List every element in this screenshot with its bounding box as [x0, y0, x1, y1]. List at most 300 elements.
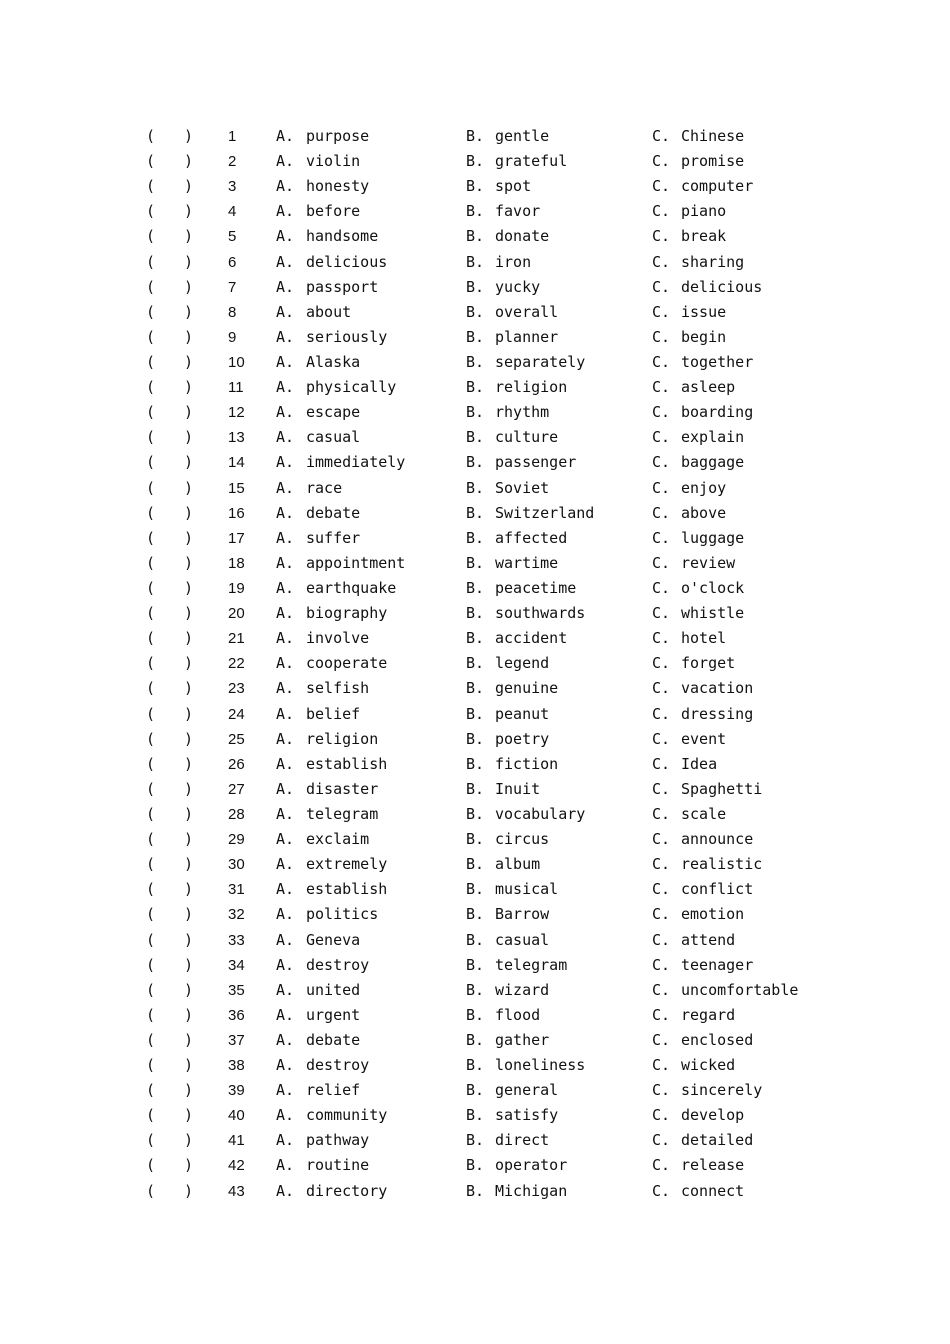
question-row [0, 174, 950, 199]
option-b-label: B. [466, 604, 485, 623]
answer-blank-open: ( [146, 503, 156, 522]
option-a-label: A. [276, 880, 295, 899]
option-b-word: circus [495, 830, 550, 849]
option-a-label: A. [276, 478, 295, 497]
option-c-label: C. [652, 930, 671, 949]
option-a-word: delicious [306, 252, 388, 271]
option-c-label: C. [652, 453, 671, 472]
question-row [0, 953, 950, 978]
answer-blank-open: ( [146, 754, 156, 773]
option-a-label: A. [276, 503, 295, 522]
question-number: 26 [228, 755, 245, 773]
answer-blank-close: ) [184, 327, 194, 346]
option-a-label: A. [276, 930, 295, 949]
answer-blank-close: ) [184, 1056, 194, 1075]
answer-blank-close: ) [184, 855, 194, 874]
option-a-word: debate [306, 1030, 361, 1049]
answer-blank-close: ) [184, 553, 194, 572]
answer-blank-open: ( [146, 453, 156, 472]
option-a-label: A. [276, 1056, 295, 1075]
option-c-word: dressing [681, 704, 754, 723]
option-b-word: vocabulary [495, 804, 586, 823]
question-row [0, 651, 950, 676]
answer-blank-close: ) [184, 1106, 194, 1125]
option-c-word: promise [681, 152, 745, 171]
question-number: 20 [228, 605, 245, 623]
option-c-word: forget [681, 654, 736, 673]
option-a-word: violin [306, 152, 361, 171]
question-row [0, 1003, 950, 1028]
question-number: 22 [228, 655, 245, 673]
answer-blank-open: ( [146, 352, 156, 371]
option-a-word: destroy [306, 1056, 370, 1075]
option-a-word: handsome [306, 227, 379, 246]
option-c-label: C. [652, 905, 671, 924]
option-b-label: B. [466, 1081, 485, 1100]
option-b-word: Barrow [495, 905, 550, 924]
option-a-label: A. [276, 804, 295, 823]
answer-blank-close: ) [184, 177, 194, 196]
option-a-label: A. [276, 403, 295, 422]
option-b-word: overall [495, 302, 559, 321]
option-c-word: piano [681, 202, 727, 221]
answer-blank-open: ( [146, 1081, 156, 1100]
option-a-word: directory [306, 1181, 388, 1200]
answer-blank-open: ( [146, 1030, 156, 1049]
option-b-word: grateful [495, 152, 568, 171]
answer-blank-open: ( [146, 855, 156, 874]
option-a-label: A. [276, 980, 295, 999]
question-row [0, 626, 950, 651]
option-a-label: A. [276, 528, 295, 547]
option-c-label: C. [652, 202, 671, 221]
option-b-word: spot [495, 177, 532, 196]
option-b-label: B. [466, 453, 485, 472]
answer-blank-open: ( [146, 403, 156, 422]
question-row [0, 802, 950, 827]
question-row [0, 275, 950, 300]
answer-blank-close: ) [184, 1181, 194, 1200]
question-row [0, 727, 950, 752]
question-row [0, 852, 950, 877]
option-b-word: Michigan [495, 1181, 568, 1200]
answer-blank-close: ) [184, 127, 194, 145]
option-a-label: A. [276, 177, 295, 196]
answer-blank-open: ( [146, 327, 156, 346]
option-b-label: B. [466, 629, 485, 648]
option-a-label: A. [276, 629, 295, 648]
question-number: 19 [228, 579, 245, 597]
answer-blank-close: ) [184, 1030, 194, 1049]
question-number: 36 [228, 1006, 245, 1024]
option-c-word: computer [681, 177, 754, 196]
option-a-word: race [306, 478, 343, 497]
option-c-word: develop [681, 1106, 745, 1125]
question-row [0, 375, 950, 400]
answer-blank-close: ) [184, 779, 194, 798]
option-b-label: B. [466, 1005, 485, 1024]
option-b-label: B. [466, 1156, 485, 1175]
option-b-word: donate [495, 227, 550, 246]
option-c-label: C. [652, 127, 671, 145]
answer-blank-open: ( [146, 804, 156, 823]
answer-blank-close: ) [184, 1131, 194, 1150]
question-row [0, 224, 950, 249]
question-number: 4 [228, 203, 237, 221]
question-row [0, 1078, 950, 1103]
answer-blank-open: ( [146, 604, 156, 623]
option-a-word: selfish [306, 679, 370, 698]
option-a-word: exclaim [306, 830, 370, 849]
question-row [0, 702, 950, 727]
answer-blank-open: ( [146, 1005, 156, 1024]
answer-blank-close: ) [184, 955, 194, 974]
option-c-word: o'clock [681, 578, 745, 597]
option-c-label: C. [652, 277, 671, 296]
option-b-word: Switzerland [495, 503, 595, 522]
option-b-label: B. [466, 679, 485, 698]
option-c-word: scale [681, 804, 727, 823]
option-b-label: B. [466, 855, 485, 874]
option-c-word: together [681, 352, 754, 371]
option-a-word: biography [306, 604, 388, 623]
option-b-label: B. [466, 830, 485, 849]
option-b-label: B. [466, 955, 485, 974]
answer-blank-close: ) [184, 905, 194, 924]
answer-blank-close: ) [184, 830, 194, 849]
answer-blank-open: ( [146, 1106, 156, 1125]
option-c-word: release [681, 1156, 745, 1175]
answer-blank-close: ) [184, 1156, 194, 1175]
option-c-label: C. [652, 804, 671, 823]
answer-blank-open: ( [146, 428, 156, 447]
option-b-word: culture [495, 428, 559, 447]
option-b-word: iron [495, 252, 532, 271]
answer-blank-close: ) [184, 880, 194, 899]
option-b-word: gentle [495, 127, 550, 145]
option-b-word: telegram [495, 955, 568, 974]
answer-blank-close: ) [184, 302, 194, 321]
option-a-label: A. [276, 428, 295, 447]
option-a-label: A. [276, 127, 295, 145]
option-c-word: issue [681, 302, 727, 321]
question-number: 43 [228, 1182, 245, 1200]
answer-blank-open: ( [146, 679, 156, 698]
question-row [0, 425, 950, 450]
option-a-label: A. [276, 1005, 295, 1024]
option-a-label: A. [276, 302, 295, 321]
option-a-label: A. [276, 855, 295, 874]
option-b-word: planner [495, 327, 559, 346]
option-a-word: relief [306, 1081, 361, 1100]
option-b-label: B. [466, 378, 485, 397]
option-b-label: B. [466, 880, 485, 899]
option-a-word: involve [306, 629, 370, 648]
question-row [0, 752, 950, 777]
question-row [0, 450, 950, 475]
option-a-label: A. [276, 754, 295, 773]
option-b-label: B. [466, 428, 485, 447]
question-number: 8 [228, 303, 237, 321]
option-b-label: B. [466, 528, 485, 547]
option-b-word: gather [495, 1030, 550, 1049]
option-a-word: honesty [306, 177, 370, 196]
option-c-label: C. [652, 352, 671, 371]
option-c-label: C. [652, 1131, 671, 1150]
answer-blank-close: ) [184, 604, 194, 623]
question-number: 3 [228, 178, 237, 196]
question-number: 42 [228, 1157, 245, 1175]
option-b-label: B. [466, 704, 485, 723]
answer-blank-open: ( [146, 252, 156, 271]
option-b-word: affected [495, 528, 568, 547]
option-a-word: debate [306, 503, 361, 522]
option-b-word: direct [495, 1131, 550, 1150]
answer-blank-open: ( [146, 930, 156, 949]
answer-blank-close: ) [184, 252, 194, 271]
question-number: 5 [228, 228, 237, 246]
question-number: 12 [228, 404, 245, 422]
answer-blank-open: ( [146, 302, 156, 321]
question-row [0, 350, 950, 375]
option-c-label: C. [652, 729, 671, 748]
option-a-word: appointment [306, 553, 406, 572]
answer-blank-open: ( [146, 127, 156, 145]
option-b-label: B. [466, 403, 485, 422]
answer-blank-close: ) [184, 704, 194, 723]
question-row [0, 476, 950, 501]
option-a-label: A. [276, 578, 295, 597]
option-c-label: C. [652, 1181, 671, 1200]
answer-blank-close: ) [184, 503, 194, 522]
option-a-label: A. [276, 202, 295, 221]
option-a-word: extremely [306, 855, 388, 874]
question-row [0, 1153, 950, 1178]
answer-blank-close: ) [184, 152, 194, 171]
answer-blank-open: ( [146, 704, 156, 723]
question-row [0, 149, 950, 174]
question-row [0, 928, 950, 953]
question-number: 25 [228, 730, 245, 748]
question-row [0, 1128, 950, 1153]
question-number: 9 [228, 328, 237, 346]
question-number: 29 [228, 831, 245, 849]
option-b-label: B. [466, 980, 485, 999]
answer-blank-open: ( [146, 1181, 156, 1200]
option-b-label: B. [466, 779, 485, 798]
option-b-label: B. [466, 152, 485, 171]
option-a-label: A. [276, 830, 295, 849]
option-b-label: B. [466, 127, 485, 145]
option-c-label: C. [652, 1081, 671, 1100]
question-number: 18 [228, 554, 245, 572]
option-c-word: vacation [681, 679, 754, 698]
option-b-word: album [495, 855, 541, 874]
option-b-word: flood [495, 1005, 541, 1024]
option-b-label: B. [466, 804, 485, 823]
option-a-label: A. [276, 604, 295, 623]
question-number: 41 [228, 1132, 245, 1150]
question-number: 35 [228, 981, 245, 999]
option-c-word: sincerely [681, 1081, 763, 1100]
option-c-label: C. [652, 252, 671, 271]
answer-blank-close: ) [184, 1081, 194, 1100]
option-a-word: physically [306, 378, 397, 397]
option-b-word: peanut [495, 704, 550, 723]
question-row [0, 827, 950, 852]
option-a-label: A. [276, 1181, 295, 1200]
option-b-word: Inuit [495, 779, 541, 798]
option-b-label: B. [466, 277, 485, 296]
option-a-word: urgent [306, 1005, 361, 1024]
option-b-word: musical [495, 880, 559, 899]
option-c-word: teenager [681, 955, 754, 974]
question-row [0, 300, 950, 325]
answer-blank-open: ( [146, 955, 156, 974]
option-a-word: seriously [306, 327, 388, 346]
option-c-label: C. [652, 1106, 671, 1125]
question-row [0, 199, 950, 224]
option-a-label: A. [276, 378, 295, 397]
answer-blank-open: ( [146, 1156, 156, 1175]
option-c-label: C. [652, 478, 671, 497]
option-a-word: belief [306, 704, 361, 723]
option-a-label: A. [276, 152, 295, 171]
question-row [0, 325, 950, 350]
answer-blank-open: ( [146, 528, 156, 547]
question-number: 27 [228, 780, 245, 798]
question-number: 38 [228, 1057, 245, 1075]
option-b-word: wartime [495, 553, 559, 572]
option-a-word: community [306, 1106, 388, 1125]
option-a-label: A. [276, 729, 295, 748]
option-a-label: A. [276, 252, 295, 271]
answer-blank-close: ) [184, 629, 194, 648]
question-row [0, 526, 950, 551]
question-row [0, 1028, 950, 1053]
answer-blank-close: ) [184, 578, 194, 597]
option-b-label: B. [466, 1056, 485, 1075]
option-b-label: B. [466, 729, 485, 748]
answer-blank-open: ( [146, 378, 156, 397]
option-a-word: religion [306, 729, 379, 748]
option-c-word: enjoy [681, 478, 727, 497]
option-c-label: C. [652, 1005, 671, 1024]
option-a-word: Alaska [306, 352, 361, 371]
option-b-word: fiction [495, 754, 559, 773]
option-c-label: C. [652, 152, 671, 171]
option-b-word: loneliness [495, 1056, 586, 1075]
question-number: 16 [228, 504, 245, 522]
option-b-label: B. [466, 930, 485, 949]
option-c-label: C. [652, 1156, 671, 1175]
option-b-label: B. [466, 327, 485, 346]
option-c-word: realistic [681, 855, 763, 874]
option-a-label: A. [276, 1030, 295, 1049]
option-a-word: suffer [306, 528, 361, 547]
option-b-word: general [495, 1081, 559, 1100]
answer-blank-close: ) [184, 277, 194, 296]
option-b-label: B. [466, 177, 485, 196]
answer-blank-close: ) [184, 352, 194, 371]
answer-blank-open: ( [146, 1056, 156, 1075]
option-a-label: A. [276, 679, 295, 698]
option-c-label: C. [652, 654, 671, 673]
option-c-label: C. [652, 177, 671, 196]
option-a-label: A. [276, 1106, 295, 1125]
option-c-word: connect [681, 1181, 745, 1200]
answer-blank-open: ( [146, 629, 156, 648]
answer-blank-open: ( [146, 830, 156, 849]
option-b-label: B. [466, 202, 485, 221]
option-c-word: announce [681, 830, 754, 849]
answer-blank-close: ) [184, 478, 194, 497]
option-b-label: B. [466, 503, 485, 522]
option-c-label: C. [652, 227, 671, 246]
question-row [0, 978, 950, 1003]
question-row [0, 902, 950, 927]
question-number: 34 [228, 956, 245, 974]
answer-blank-open: ( [146, 1131, 156, 1150]
option-c-word: baggage [681, 453, 745, 472]
answer-blank-close: ) [184, 202, 194, 221]
option-b-word: wizard [495, 980, 550, 999]
option-c-word: review [681, 553, 736, 572]
question-row [0, 124, 950, 149]
option-b-label: B. [466, 227, 485, 246]
option-c-word: above [681, 503, 727, 522]
question-list [0, 124, 950, 1204]
question-number: 15 [228, 479, 245, 497]
question-row [0, 501, 950, 526]
option-c-word: detailed [681, 1131, 754, 1150]
question-number: 37 [228, 1031, 245, 1049]
option-c-word: explain [681, 428, 745, 447]
option-a-label: A. [276, 654, 295, 673]
option-b-word: rhythm [495, 403, 550, 422]
question-number: 24 [228, 705, 245, 723]
option-c-word: Spaghetti [681, 779, 763, 798]
answer-blank-close: ) [184, 453, 194, 472]
question-row [0, 676, 950, 701]
option-b-label: B. [466, 252, 485, 271]
option-c-label: C. [652, 830, 671, 849]
option-c-word: attend [681, 930, 736, 949]
question-number: 17 [228, 529, 245, 547]
option-b-label: B. [466, 578, 485, 597]
answer-blank-open: ( [146, 654, 156, 673]
option-c-label: C. [652, 754, 671, 773]
option-a-label: A. [276, 453, 295, 472]
option-a-label: A. [276, 352, 295, 371]
question-row [0, 877, 950, 902]
option-b-word: peacetime [495, 578, 577, 597]
question-row [0, 250, 950, 275]
option-c-label: C. [652, 503, 671, 522]
answer-blank-close: ) [184, 679, 194, 698]
option-a-word: disaster [306, 779, 379, 798]
option-a-word: before [306, 202, 361, 221]
option-a-label: A. [276, 227, 295, 246]
option-c-word: hotel [681, 629, 727, 648]
option-a-word: pathway [306, 1131, 370, 1150]
option-c-word: whistle [681, 604, 745, 623]
answer-blank-close: ) [184, 1005, 194, 1024]
question-number: 39 [228, 1082, 245, 1100]
option-c-word: luggage [681, 528, 745, 547]
option-a-word: united [306, 980, 361, 999]
answer-blank-open: ( [146, 152, 156, 171]
